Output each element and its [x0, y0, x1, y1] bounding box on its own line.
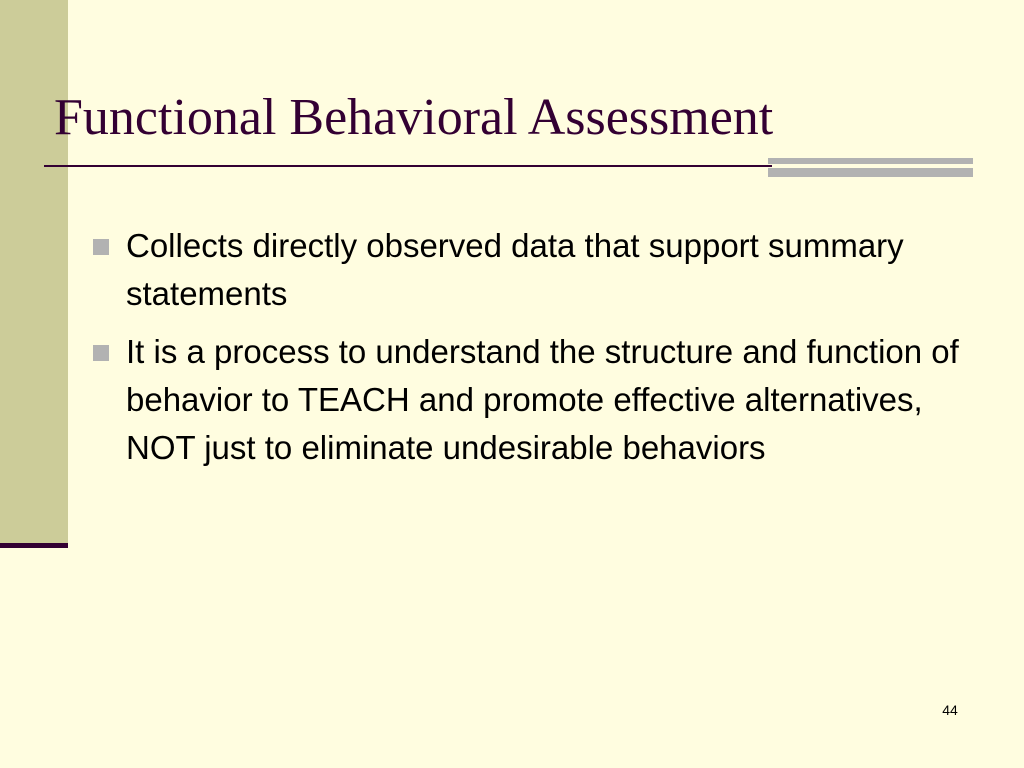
title-underline-rule: [44, 165, 772, 167]
bullet-list: [90, 222, 960, 482]
bullet-text: Collects directly observed data that support summary statements: [126, 227, 904, 312]
bullet-text: It is a process to understand the structure and function of behavior to TEACH and promote effective alternatives, NOT just to eliminate undesirable behaviors: [126, 333, 959, 466]
bullet-item: [90, 222, 960, 318]
rule-accent-bar-bottom: [768, 168, 973, 177]
square-bullet-icon: [93, 239, 109, 255]
slide-title: Functional Behavioral Assessment: [54, 89, 774, 146]
square-bullet-icon: [93, 345, 109, 361]
bullet-item: [90, 328, 960, 472]
title-rule-accent: [768, 158, 973, 180]
page-number: 44: [942, 702, 958, 718]
left-band-accent-line: [0, 543, 68, 548]
rule-accent-bar-top: [768, 158, 973, 164]
